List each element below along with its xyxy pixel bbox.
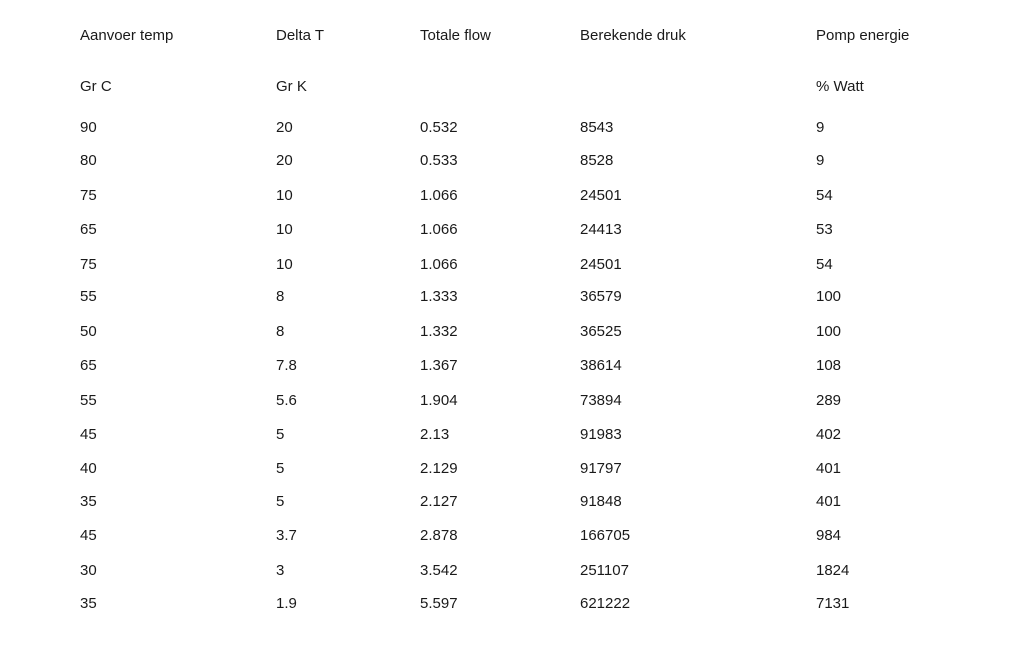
cell-delta-t: 10 [276,256,293,273]
table-row [0,117,1024,139]
units-row [0,76,1024,98]
cell-totale-flow: 0.532 [420,119,458,136]
cell-aanvoer-temp: 50 [80,323,97,340]
cell-pomp-energie: 289 [816,392,842,409]
cell-aanvoer-temp: 65 [80,357,97,374]
cell-aanvoer-temp: 35 [80,595,97,612]
cell-delta-t: 3.7 [276,527,297,544]
table-row [0,286,1024,308]
cell-berekende-druk: 91848 [580,493,622,510]
cell-pomp-energie: 401 [816,493,842,510]
cell-berekende-druk: 251107 [580,562,629,579]
table-row [0,390,1024,412]
cell-berekende-druk: 24413 [580,221,622,238]
table-row [0,321,1024,343]
cell-aanvoer-temp: 45 [80,426,97,443]
cell-berekende-druk: 24501 [580,187,622,204]
unit-pomp-energie: % Watt [816,78,864,95]
header-delta-t: Delta T [276,27,325,44]
cell-delta-t: 10 [276,187,293,204]
cell-delta-t: 8 [276,323,285,340]
cell-totale-flow: 1.066 [420,187,458,204]
cell-totale-flow: 0.533 [420,152,458,169]
cell-aanvoer-temp: 35 [80,493,97,510]
cell-delta-t: 5 [276,426,285,443]
cell-aanvoer-temp: 55 [80,392,97,409]
header-berekende-druk: Berekende druk [580,27,686,44]
cell-totale-flow: 2.127 [420,493,458,510]
cell-pomp-energie: 100 [816,288,842,305]
cell-pomp-energie: 984 [816,527,842,544]
cell-totale-flow: 2.129 [420,460,458,477]
unit-delta-t: Gr K [276,78,307,95]
cell-pomp-energie: 9 [816,152,825,169]
table-row [0,219,1024,241]
cell-pomp-energie: 9 [816,119,825,136]
table-row [0,593,1024,615]
table-row [0,560,1024,582]
cell-totale-flow: 1.332 [420,323,458,340]
table-row [0,458,1024,480]
cell-berekende-druk: 36525 [580,323,622,340]
cell-aanvoer-temp: 65 [80,221,97,238]
table-row [0,185,1024,207]
cell-berekende-druk: 621222 [580,595,631,612]
cell-pomp-energie: 54 [816,256,833,273]
header-pomp-energie: Pomp energie [816,27,910,44]
table-row [0,355,1024,377]
cell-berekende-druk: 8528 [580,152,614,169]
cell-totale-flow: 2.878 [420,527,458,544]
cell-pomp-energie: 108 [816,357,842,374]
table-row [0,150,1024,172]
cell-aanvoer-temp: 75 [80,256,97,273]
cell-berekende-druk: 24501 [580,256,622,273]
cell-pomp-energie: 53 [816,221,833,238]
table-row [0,424,1024,446]
table-row [0,254,1024,276]
cell-totale-flow: 1.904 [420,392,458,409]
cell-delta-t: 5 [276,493,285,510]
header-row [0,25,1024,47]
cell-berekende-druk: 91983 [580,426,622,443]
cell-totale-flow: 1.066 [420,256,458,273]
cell-aanvoer-temp: 30 [80,562,97,579]
cell-delta-t: 20 [276,152,293,169]
cell-delta-t: 1.9 [276,595,297,612]
cell-aanvoer-temp: 40 [80,460,97,477]
cell-pomp-energie: 54 [816,187,833,204]
cell-aanvoer-temp: 75 [80,187,97,204]
cell-totale-flow: 5.597 [420,595,458,612]
cell-pomp-energie: 7131 [816,595,850,612]
cell-aanvoer-temp: 55 [80,288,97,305]
cell-berekende-druk: 38614 [580,357,622,374]
cell-totale-flow: 2.13 [420,426,450,443]
cell-berekende-druk: 91797 [580,460,622,477]
cell-totale-flow: 1.333 [420,288,458,305]
cell-pomp-energie: 402 [816,426,842,443]
cell-berekende-druk: 8543 [580,119,614,136]
cell-berekende-druk: 166705 [580,527,631,544]
cell-totale-flow: 1.066 [420,221,458,238]
table-row [0,491,1024,513]
cell-totale-flow: 3.542 [420,562,458,579]
cell-delta-t: 8 [276,288,285,305]
cell-pomp-energie: 100 [816,323,842,340]
cell-delta-t: 10 [276,221,293,238]
header-aanvoer-temp: Aanvoer temp [80,27,174,44]
cell-aanvoer-temp: 45 [80,527,97,544]
table-row [0,525,1024,547]
cell-delta-t: 3 [276,562,285,579]
unit-aanvoer-temp: Gr C [80,78,112,95]
cell-berekende-druk: 36579 [580,288,622,305]
cell-delta-t: 5.6 [276,392,297,409]
cell-delta-t: 20 [276,119,293,136]
cell-aanvoer-temp: 80 [80,152,97,169]
cell-pomp-energie: 1824 [816,562,850,579]
cell-delta-t: 7.8 [276,357,297,374]
cell-delta-t: 5 [276,460,285,477]
cell-aanvoer-temp: 90 [80,119,97,136]
header-totale-flow: Totale flow [420,27,491,44]
cell-pomp-energie: 401 [816,460,842,477]
cell-totale-flow: 1.367 [420,357,458,374]
cell-berekende-druk: 73894 [580,392,622,409]
